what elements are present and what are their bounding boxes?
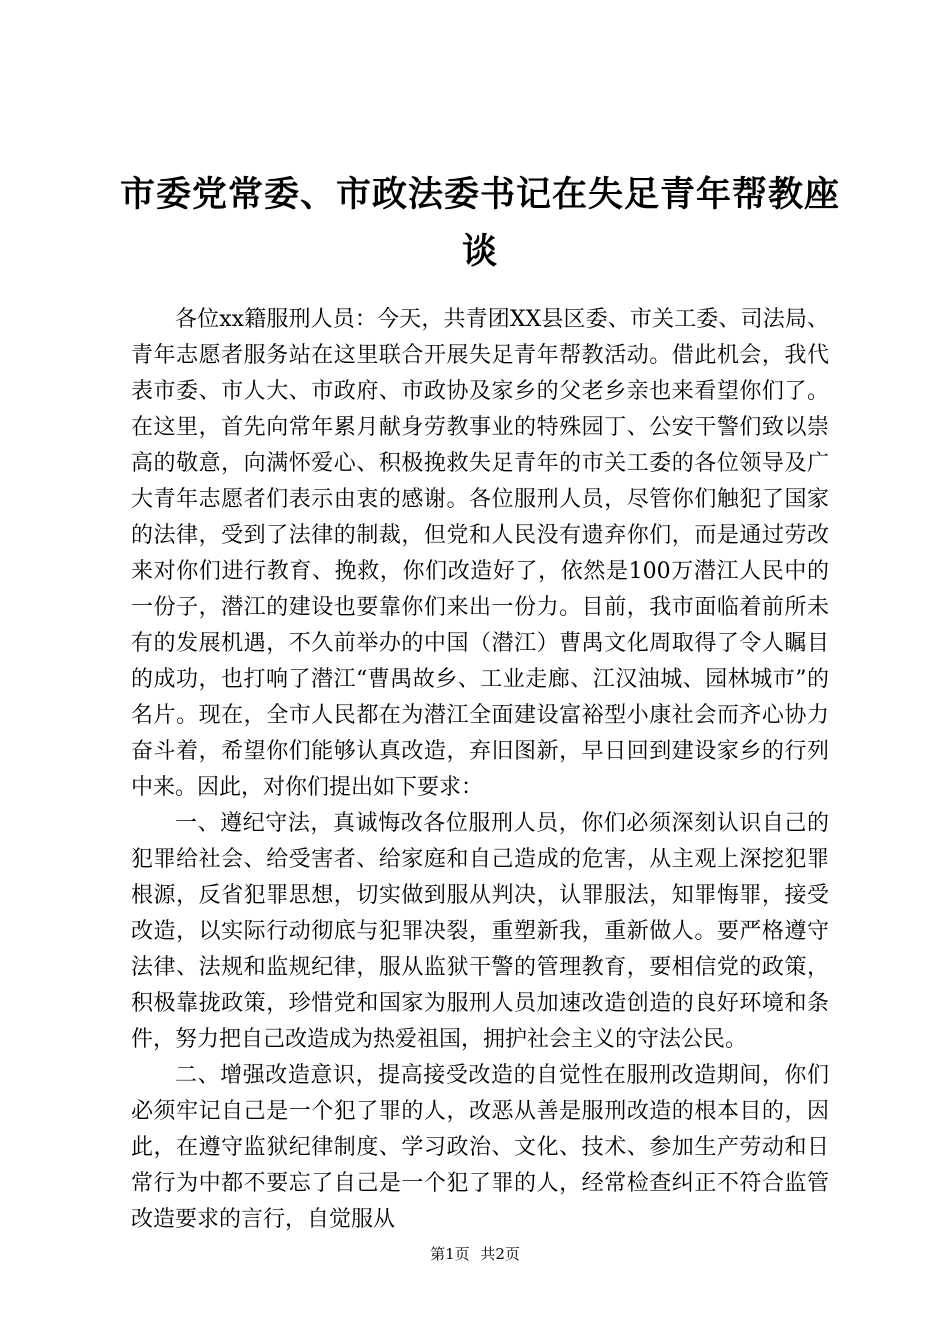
page-total: 共2页 [480, 1245, 520, 1263]
page-footer [0, 1244, 950, 1264]
paragraph-requirement-one: 一、遵纪守法，真诚悔改各位服刑人员，你们必须深刻认识自己的犯罪给社会、给受害者、给家庭和自己造成的危害，从主观上深挖犯罪根源，反省犯罪思想，切实做到服从判决，认罪服法，知罪悔罪，接受改造，以实际行动彻底与犯罪决裂，重塑新我，重新做人。要严格遵守法律、法规和监规纪律，服从监狱干警的管理教育，要相信党的政策，积极靠拢政策，珍惜党和国家为服刑人员加速改造创造的良好环境和条件，努力把自己改造成为热爱祖国，拥护社会主义的守法公民。 [131, 811, 829, 1052]
document-title: 市委党常委、市政法委书记在失足青年帮教座谈 [120, 174, 841, 272]
document-body [131, 302, 829, 1238]
page-number: 第1页 [430, 1245, 470, 1263]
paragraph-requirement-two: 二、增强改造意识，提高接受改造的自觉性在服刑改造期间，你们必须牢记自己是一个犯了罪的人，改恶从善是服刑改造的根本目的，因此，在遵守监狱纪律制度、学习政治、文化、技术、参加生产劳动和日常行为中都不要忘了自己是一个犯了罪的人，经常检查纠正不符合监管改造要求的言行，自觉服从 [131, 1063, 829, 1232]
paragraph-intro: 各位xx籍服刑人员：今天，共青团XX县区委、市关工委、司法局、青年志愿者服务站在这里联合开展失足青年帮教活动。借此机会，我代表市委、市人大、市政府、市政协及家乡的父老乡亲也来看望你们了。在这里，首先向常年累月献身劳教事业的特殊园丁、公安干警们致以崇高的敬意，向满怀爱心、积极挽救失足青年的市关工委的各位领导及广大青年志愿者们表示由衷的感谢。各位服刑人员，尽管你们触犯了国家的法律，受到了法律的制裁，但党和人民没有遗弃你们，而是通过劳改来对你们进行教育、挽救，你们改造好了，依然是100万潜江人民中的一份子，潜江的建设也要靠你们来出一份力。目前，我市面临着前所未有的发展机遇，不久前举办的中国（潜江）曹禺文化周取得了令人瞩目的成功，也打响了潜江“曹禺故乡、工业走廊、江汉油城、园林城市”的名片。现在，全市人民都在为潜江全面建设富裕型小康社会而齐心协力奋斗着，希望你们能够认真改造，弃旧图新，早日回到建设家乡的行列中来。因此，对你们提出如下要求： [131, 307, 829, 800]
